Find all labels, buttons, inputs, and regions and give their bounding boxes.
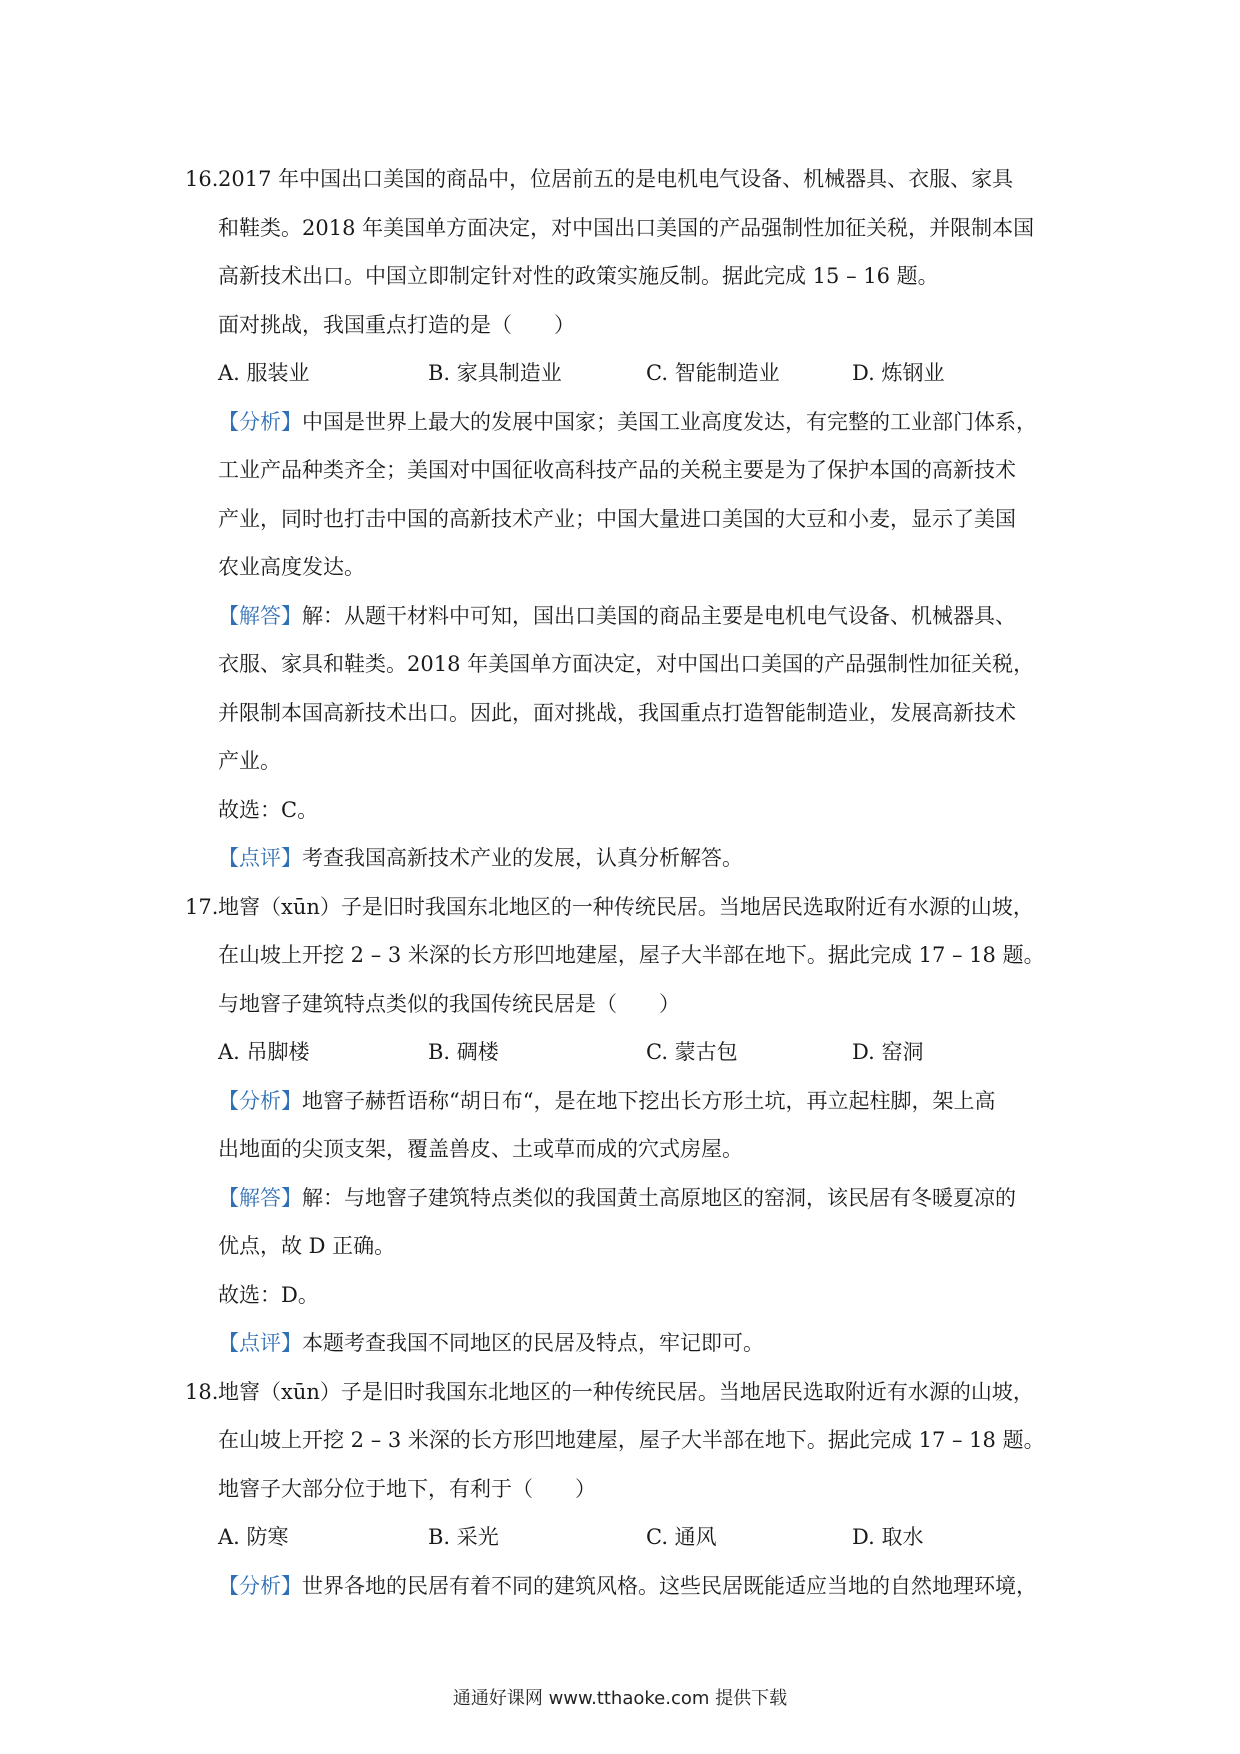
option-c: C. 通风 (646, 1525, 717, 1549)
choice-line: 故选：D。 (218, 1282, 319, 1307)
option-d: D. 取水 (852, 1525, 924, 1549)
analysis-line: 【分析】世界各地的民居有着不同的建筑风格。这些民居既能适应当地的自然地理环境， (218, 1573, 1037, 1598)
answer-tag: 【解答】 (218, 1185, 302, 1210)
option-a: A. 防寒 (218, 1525, 289, 1549)
question-stem-line: 在山坡上开挖 2 – 3 米深的长方形凹地建屋，屋子大半部在地下。据此完成 17 – 18 题。 (218, 943, 1045, 967)
page-footer: 通通好课网 www.tthaoke.com 提供下载 (452, 1688, 788, 1709)
option-a: A. 服装业 (218, 361, 310, 385)
answer-tag: 【解答】 (218, 603, 302, 628)
question-prompt: 地窨子大部分位于地下，有利于（ ） (218, 1476, 596, 1501)
question-prompt: 面对挑战，我国重点打造的是（ ） (218, 312, 575, 337)
page-content (185, 155, 1070, 1610)
option-c: C. 蒙古包 (646, 1040, 738, 1064)
question-stem-line: 16.2017 年中国出口美国的商品中，位居前五的是电机电气设备、机械器具、衣服、家具 (185, 155, 1070, 204)
option-c: C. 智能制造业 (646, 361, 780, 385)
analysis-line: 产业，同时也打击中国的高新技术产业；中国大量进口美国的大豆和小麦，显示了美国 (218, 506, 1016, 531)
analysis-line: 【分析】地窨子赫哲语称“胡日布“，是在地下挖出长方形土坑，再立起柱脚，架上高 (218, 1088, 996, 1113)
question-number: 17. (185, 894, 219, 919)
answer-line: 并限制本国高新技术出口。因此，面对挑战，我国重点打造智能制造业，发展高新技术 (218, 700, 1016, 725)
option-b: B. 碉楼 (428, 1040, 499, 1064)
analysis-line: 【分析】中国是世界上最大的发展中国家；美国工业高度发达，有完整的工业部门体系， (218, 409, 1037, 434)
comment-line: 【点评】考查我国高新技术产业的发展，认真分析解答。 (218, 846, 743, 870)
option-b: B. 家具制造业 (428, 361, 562, 385)
question-17 (185, 883, 1070, 1368)
option-b: B. 采光 (428, 1525, 499, 1549)
answer-line: 优点，故 D 正确。 (218, 1234, 396, 1258)
question-stem-line: 和鞋类。2018 年美国单方面决定，对中国出口美国的产品强制性加征关税，并限制本国 (218, 215, 1035, 240)
answer-line: 衣服、家具和鞋类。2018 年美国单方面决定，对中国出口美国的产品强制性加征关税， (218, 652, 1035, 676)
question-number: 18. (185, 1379, 219, 1404)
question-prompt: 与地窨子建筑特点类似的我国传统民居是（ ） (218, 991, 680, 1016)
question-16 (185, 155, 1070, 883)
answer-line: 产业。 (218, 749, 281, 773)
analysis-tag: 【分析】 (218, 409, 302, 434)
option-d: D. 窑洞 (852, 1040, 924, 1064)
question-stem-line: 17.地窨（xūn）子是旧时我国东北地区的一种传统民居。当地居民选取附近有水源的山坡， (185, 883, 1070, 932)
analysis-line: 工业产品种类齐全；美国对中国征收高科技产品的关税主要是为了保护本国的高新技术 (218, 458, 1016, 482)
analysis-tag: 【分析】 (218, 1573, 302, 1598)
answer-line: 【解答】解：从题干材料中可知，国出口美国的商品主要是电机电气设备、机械器具、 (218, 603, 1016, 628)
question-stem-line: 高新技术出口。中国立即制定针对性的政策实施反制。据此完成 15 – 16 题。 (218, 264, 939, 288)
options-row (185, 1028, 1070, 1077)
analysis-tag: 【分析】 (218, 1088, 302, 1113)
options-row (185, 349, 1070, 398)
question-18 (185, 1368, 1070, 1611)
option-a: A. 吊脚楼 (218, 1040, 310, 1064)
question-stem-line: 18.地窨（xūn）子是旧时我国东北地区的一种传统民居。当地居民选取附近有水源的山坡， (185, 1368, 1070, 1417)
comment-tag: 【点评】 (218, 1331, 302, 1355)
choice-line: 故选：C。 (218, 797, 319, 822)
comment-tag: 【点评】 (218, 846, 302, 870)
answer-line: 【解答】解：与地窨子建筑特点类似的我国黄土高原地区的窑洞，该民居有冬暖夏凉的 (218, 1185, 1016, 1210)
question-stem-line: 在山坡上开挖 2 – 3 米深的长方形凹地建屋，屋子大半部在地下。据此完成 17 – 18 题。 (218, 1428, 1045, 1452)
question-number: 16. (185, 167, 219, 191)
analysis-line: 出地面的尖顶支架，覆盖兽皮、土或草而成的穴式房屋。 (218, 1137, 743, 1161)
option-d: D. 炼钢业 (852, 361, 945, 385)
options-row (185, 1513, 1070, 1562)
analysis-line: 农业高度发达。 (218, 555, 365, 579)
comment-line: 【点评】本题考查我国不同地区的民居及特点，牢记即可。 (218, 1331, 764, 1355)
